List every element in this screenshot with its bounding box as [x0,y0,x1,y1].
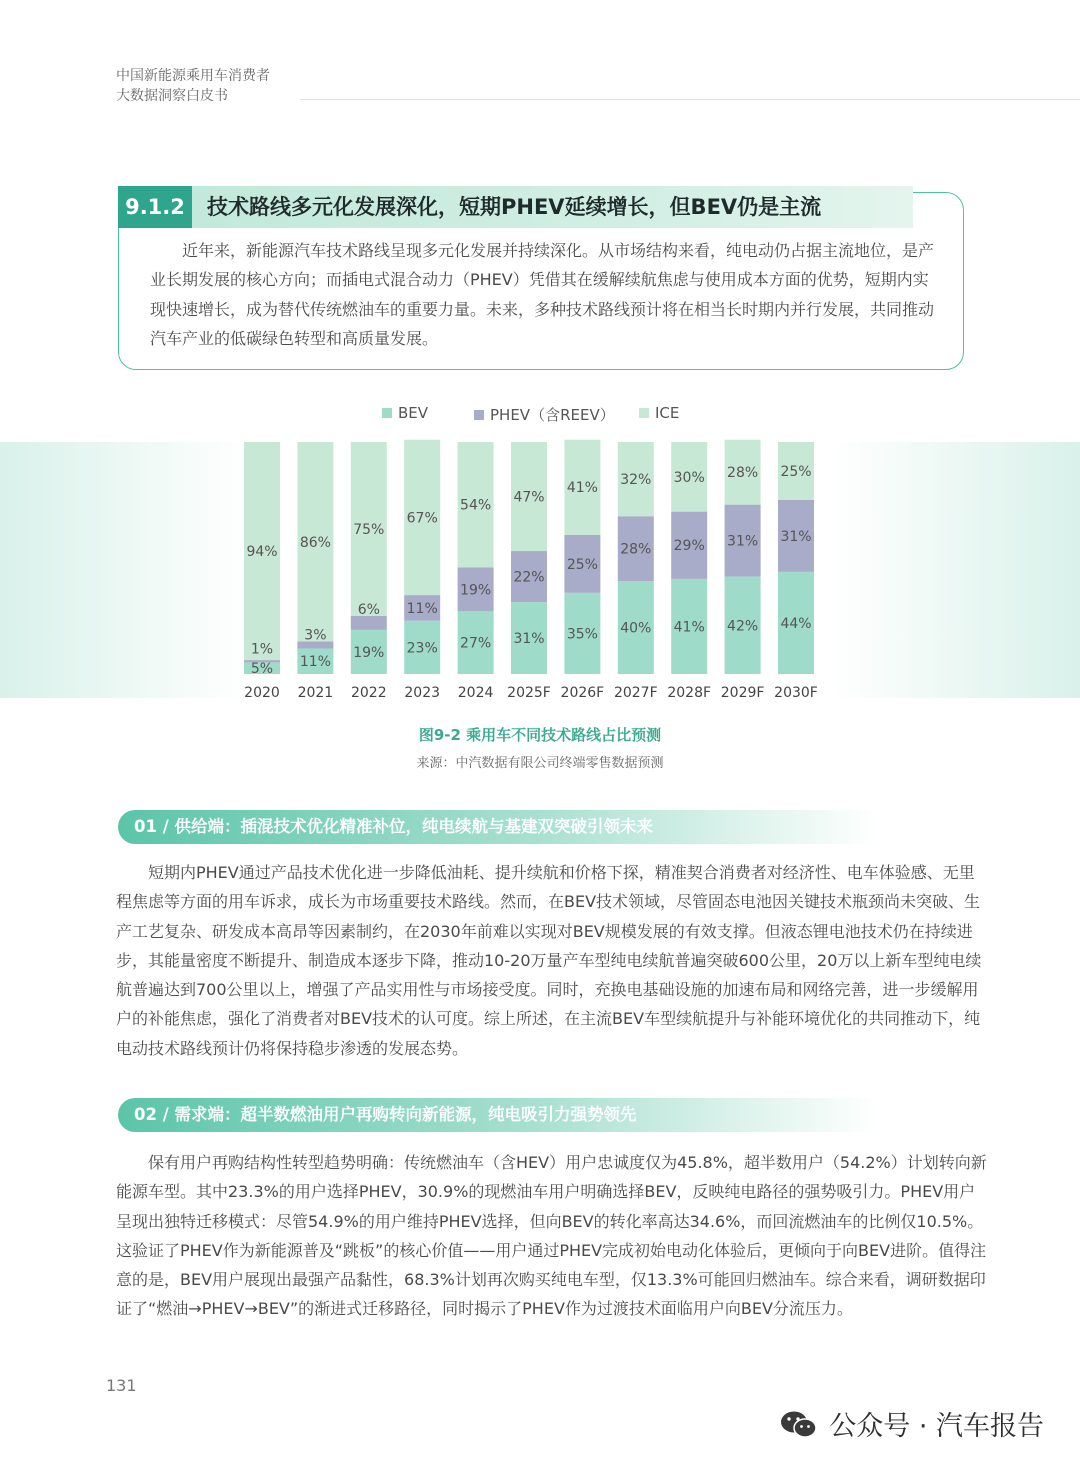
x-tick-label: 2023 [404,685,441,701]
data-label-phevreev: 28% [620,541,652,558]
data-label-phevreev: 29% [673,538,705,555]
figure-caption: 图9-2 乘用车不同技术路线占比预测 [418,726,662,744]
demand-side-banner: 02 / 需求端：超半数燃油用户再购转向新能源，纯电吸引力强势领先 [118,1098,878,1132]
x-tick-label: 2021 [297,685,334,701]
data-label-bev: 27% [460,635,492,652]
data-label-ice: 86% [299,534,331,551]
data-label-phevreev: 25% [566,556,598,573]
data-label-ice: 32% [620,472,652,489]
data-label-phevreev: 11% [406,600,438,617]
x-tick-label: 2028F [667,685,712,701]
wechat-icon [779,1409,819,1439]
data-label-ice: 30% [673,469,705,486]
data-label-bev: 5% [250,661,274,677]
legend-label-ice: ICE [655,404,680,422]
supply-side-banner: 01 / 供给端：插混技术优化精准补位，纯电续航与基建双突破引领未来 [118,810,878,844]
watermark-text: 公众号 · 汽车报告 [829,1411,1044,1442]
data-label-bev: 35% [566,626,598,643]
bar-phevreev-2022 [351,616,387,630]
data-label-ice: 41% [566,480,598,497]
stacked-bar-chart [0,0,1080,710]
data-label-phevreev: 6% [357,602,380,618]
data-label-bev: 31% [513,631,545,648]
x-tick-label: 2027F [613,685,658,701]
figure-source: 来源：中汽数据有限公司终端零售数据预测 [416,756,664,771]
data-label-phevreev: 31% [727,533,759,550]
data-label-bev: 42% [727,618,759,635]
data-label-ice: 47% [513,489,545,506]
legend-label-bev: BEV [398,404,429,422]
data-label-ice: 54% [460,497,492,514]
x-tick-label: 2029F [720,685,765,701]
header-line-1: 中国新能源乘用车消费者 [116,68,270,84]
x-tick-label: 2030F [774,685,818,701]
page-number: 131 [106,1376,137,1395]
data-label-phevreev: 19% [460,582,492,599]
data-label-bev: 23% [406,640,438,657]
x-tick-label: 2020 [244,685,280,701]
legend-label-phev: PHEV（含REEV） [490,406,615,424]
x-tick-label: 2024 [457,685,494,701]
x-tick-label: 2026F [560,685,605,701]
data-label-phevreev: 1% [250,641,274,658]
section-title: 技术路线多元化发展深化，短期PHEV延续增长，但BEV仍是主流 [207,195,822,219]
data-label-ice: 67% [406,510,438,527]
data-label-ice: 75% [353,522,385,538]
data-label-bev: 11% [299,654,331,671]
data-label-ice: 25% [780,464,812,480]
data-label-bev: 40% [620,620,652,637]
data-label-bev: 44% [780,615,812,632]
header-line-2: 大数据洞察白皮书 [116,88,228,104]
watermark [779,1404,1044,1443]
data-label-phevreev: 31% [780,528,812,545]
data-label-phevreev: 3% [304,627,327,644]
data-label-phevreev: 22% [513,569,545,586]
x-tick-label: 2022 [350,685,387,701]
supply-side-body: 短期内PHEV通过产品技术优化进一步降低油耗、提升续航和价格下探，精准契合消费者对经济性、电车体验感、无里程焦虑等方面的用车诉求，成长为市场重要技术路线。然而，在BEV技术领域，尽管固态电池因关键技术瓶颈尚未突破、生产工艺复杂、研发成本高昂等因素制约，在2030年前难以实现对BEV规模发展的有效支撑。但液态锂电池技术仍在持续进步，其能量密度不断提升、制造成本逐步下降，推动10-20万量产车型纯电续航普遍突破600公里，20万以上新车型纯电续航普遍达到700公里以上，增强了产品实用性与市场接受度。同时，充换电基础设施的加速布局和网络完善，进一步缓解用户的补能焦虑，强化了消费者对BEV技术的认可度。综上所述，在主流BEV车型续航提升与补能环境优化的共同推动下，纯电动技术路线预计仍将保持稳步渗透的发展态势。 [116,863,982,1058]
data-label-bev: 41% [673,619,705,636]
x-tick-label: 2025F [507,685,551,701]
section-number: 9.1.2 [118,186,192,228]
section-body: 近年来，新能源汽车技术路线呈现多元化发展并持续深化。从市场结构来看，纯电动仍占据主流地位，是产业长期发展的核心方向；而插电式混合动力（PHEV）凭借其在缓解续航焦虑与使用成本方面的优势，短期内实现快速增长，成为替代传统燃油车的重要力量。未来，多种技术路线预计将在相当长时期内并行发展，共同推动汽车产业的低碳绿色转型和高质量发展。 [150,241,935,348]
demand-side-body: 保有用户再购结构性转型趋势明确：传统燃油车（含HEV）用户忠诚度仅为45.8%，超半数用户（54.2%）计划转向新能源车型。其中23.3%的用户选择PHEV，30.9%的现燃油车用户明确选择BEV，反映纯电路径的强势吸引力。PHEV用户呈现出独特迁移模式：尽管54.9%的用户维持PHEV选择，但向BEV的转化率高达34.6%，而回流燃油车的比例仅10.5%。这验证了PHEV作为新能源普及“跳板”的核心价值——用户通过PHEV完成初始电动化体验后，更倾向于向BEV进阶。值得注意的是，BEV用户展现出最强产品黏性，68.3%计划再次购买纯电车型，仅13.3%可能回归燃油车。综合来看，调研数据印证了“燃油→PHEV→BEV”的渐进式迁移路径，同时揭示了PHEV作为过渡技术面临用户向BEV分流压力。 [116,1153,987,1319]
data-label-ice: 28% [727,465,759,482]
data-label-bev: 19% [353,644,385,661]
data-label-ice: 94% [246,544,278,561]
